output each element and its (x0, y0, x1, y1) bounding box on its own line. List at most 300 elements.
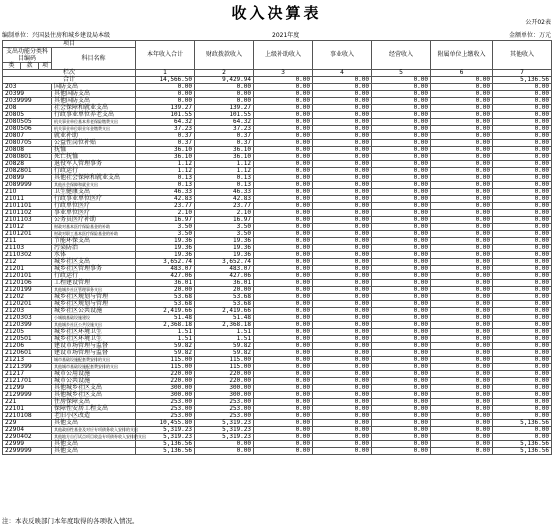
amount-cell: 0.00 (313, 266, 372, 273)
amount-cell: 0.00 (431, 343, 493, 350)
report-code: 公开02表 (525, 19, 551, 26)
amount-cell: 300.00 (136, 385, 195, 392)
amount-cell: 36.10 (195, 154, 254, 161)
subject-name: 住房保障支出 (52, 399, 136, 406)
amount-cell: 0.00 (431, 133, 493, 140)
amount-cell: 0.00 (195, 84, 254, 91)
amount-cell: 0.00 (372, 315, 431, 322)
amount-cell: 0.00 (372, 441, 431, 448)
subject-name: 其他城乡社区管理事务支出 (52, 287, 136, 294)
amount-cell: 0.00 (493, 266, 552, 273)
amount-cell: 0.00 (372, 427, 431, 434)
amount-cell: 36.10 (136, 154, 195, 161)
amount-cell: 53.68 (136, 294, 195, 301)
amount-cell: 3.50 (136, 224, 195, 231)
header-type: 类 (3, 63, 21, 70)
amount-cell: 5,136.56 (493, 448, 552, 455)
subject-code: 21012 (3, 224, 52, 231)
subject-name: 机关事业单位基本养老保险缴费支出 (52, 119, 136, 126)
amount-cell: 0.00 (493, 273, 552, 280)
amount-cell: 0.00 (493, 280, 552, 287)
amount-cell: 0.00 (493, 217, 552, 224)
amount-cell: 0.00 (493, 315, 552, 322)
report-meta (2, 30, 551, 39)
amount-cell: 1.12 (136, 168, 195, 175)
table-row (3, 350, 552, 357)
subject-code: 2080506 (3, 126, 52, 133)
amount-cell: 0.00 (493, 140, 552, 147)
total-cell: 0.00 (372, 77, 431, 84)
amount-cell: 0.00 (493, 406, 552, 413)
amount-cell: 0.00 (493, 161, 552, 168)
amount-cell: 0.00 (313, 126, 372, 133)
amount-cell: 427.06 (136, 273, 195, 280)
subject-name: 行政事业单位医疗 (52, 196, 136, 203)
subject-name: 建设市场管理与监督 (52, 343, 136, 350)
amount-cell: 0.00 (254, 273, 313, 280)
subject-code: 2101201 (3, 231, 52, 238)
subject-code: 22999 (3, 441, 52, 448)
amount-cell: 0.00 (431, 378, 493, 385)
amount-cell: 220.00 (195, 371, 254, 378)
amount-cell: 0.00 (431, 427, 493, 434)
amount-cell: 0.00 (372, 147, 431, 154)
amount-cell: 0.00 (254, 91, 313, 98)
amount-cell: 0.00 (372, 196, 431, 203)
subject-name: 其他国防支出 (52, 98, 136, 105)
amount-cell: 0.00 (313, 308, 372, 315)
amount-cell: 0.00 (313, 140, 372, 147)
amount-cell: 0.00 (493, 259, 552, 266)
amount-cell: 0.00 (493, 105, 552, 112)
amount-cell: 0.00 (254, 406, 313, 413)
amount-cell: 0.00 (431, 196, 493, 203)
amount-cell: 0.13 (195, 175, 254, 182)
amount-cell: 0.00 (313, 161, 372, 168)
amount-cell: 0.00 (493, 294, 552, 301)
amount-cell: 0.00 (313, 287, 372, 294)
amount-cell: 0.00 (313, 343, 372, 350)
amount-cell: 0.00 (493, 112, 552, 119)
subject-name: 社会保障和就业支出 (52, 105, 136, 112)
subject-code: 229 (3, 420, 52, 427)
amount-cell: 253.00 (136, 413, 195, 420)
subject-name: 抚恤 (52, 147, 136, 154)
amount-cell: 19.36 (195, 238, 254, 245)
amount-cell: 0.00 (313, 112, 372, 119)
amount-cell: 115.00 (195, 364, 254, 371)
amount-cell: 0.00 (254, 245, 313, 252)
table-row (3, 224, 552, 231)
amount-cell: 0.00 (372, 301, 431, 308)
amount-cell: 0.00 (431, 217, 493, 224)
amount-cell: 0.00 (254, 154, 313, 161)
amount-cell: 0.00 (493, 91, 552, 98)
amount-cell: 0.00 (313, 119, 372, 126)
subject-code: 21203 (3, 308, 52, 315)
amount-cell: 0.00 (313, 357, 372, 364)
amount-cell: 0.00 (254, 126, 313, 133)
subject-name: 城市公用设施 (52, 371, 136, 378)
amount-cell: 0.00 (431, 357, 493, 364)
amount-cell: 0.00 (372, 420, 431, 427)
amount-cell: 0.00 (254, 252, 313, 259)
table-row (3, 357, 552, 364)
amount-cell: 0.00 (254, 238, 313, 245)
header-col5: 经营收入 (372, 41, 431, 70)
amount-cell: 253.00 (195, 406, 254, 413)
amount-cell: 0.00 (254, 112, 313, 119)
amount-cell: 0.00 (254, 210, 313, 217)
subject-code: 21205 (3, 329, 52, 336)
amount-cell: 0.00 (372, 385, 431, 392)
amount-cell: 0.00 (493, 175, 552, 182)
amount-cell: 0.00 (254, 168, 313, 175)
table-row (3, 434, 552, 441)
amount-cell: 0.00 (254, 231, 313, 238)
amount-cell: 5,319.23 (195, 420, 254, 427)
amount-cell: 16.97 (195, 217, 254, 224)
amount-cell: 0.00 (254, 413, 313, 420)
header-xiang: 项 (39, 63, 52, 70)
amount-cell: 0.00 (254, 119, 313, 126)
amount-cell: 101.55 (195, 112, 254, 119)
amount-cell: 3.50 (195, 231, 254, 238)
amount-cell: 0.00 (254, 182, 313, 189)
subject-name: 城乡社区管理事务 (52, 266, 136, 273)
amount-cell: 53.68 (136, 301, 195, 308)
subject-code: 20807 (3, 133, 52, 140)
amount-cell: 46.33 (136, 189, 195, 196)
subject-code: 211 (3, 238, 52, 245)
amount-cell: 0.00 (431, 399, 493, 406)
subject-name: 城市基础设施配套费安排的支出 (52, 357, 136, 364)
amount-cell: 0.00 (372, 119, 431, 126)
amount-cell: 0.00 (493, 231, 552, 238)
amount-cell: 0.00 (431, 105, 493, 112)
subject-name: 其他支出 (52, 448, 136, 455)
amount-cell: 0.00 (313, 238, 372, 245)
amount-cell: 300.00 (195, 385, 254, 392)
org-name: 编制单位：兴国县住房和城乡建设局本级 (2, 32, 111, 39)
amount-cell: 0.00 (254, 357, 313, 364)
subject-code: 203 (3, 84, 52, 91)
total-cell: 0.00 (431, 77, 493, 84)
amount-cell: 59.82 (136, 343, 195, 350)
total-cell: 9,429.94 (195, 77, 254, 84)
subject-code: 2120106 (3, 280, 52, 287)
amount-cell: 0.00 (372, 175, 431, 182)
subject-code: 21213 (3, 357, 52, 364)
table-row (3, 413, 552, 420)
subject-name: 其他国防支出 (52, 91, 136, 98)
subject-code: 21103 (3, 245, 52, 252)
subject-name: 水体 (52, 252, 136, 259)
amount-cell: 0.00 (431, 413, 493, 420)
amount-cell: 0.00 (254, 140, 313, 147)
amount-cell: 0.00 (313, 406, 372, 413)
table-row (3, 140, 552, 147)
amount-cell: 10,455.80 (136, 420, 195, 427)
amount-cell: 0.00 (313, 273, 372, 280)
amount-cell: 53.68 (195, 301, 254, 308)
col-number: 5 (372, 70, 431, 77)
amount-cell: 0.00 (431, 371, 493, 378)
amount-cell: 0.00 (313, 301, 372, 308)
amount-cell: 0.00 (431, 84, 493, 91)
amount-cell: 0.00 (254, 336, 313, 343)
amount-cell: 115.00 (136, 357, 195, 364)
amount-cell: 0.00 (313, 210, 372, 217)
amount-cell: 0.00 (254, 133, 313, 140)
amount-cell: 0.00 (313, 84, 372, 91)
amount-cell: 253.00 (195, 399, 254, 406)
amount-cell: 0.00 (372, 203, 431, 210)
amount-cell: 0.00 (254, 175, 313, 182)
subject-name: 其他社会保障和就业支出 (52, 175, 136, 182)
amount-cell: 0.00 (372, 413, 431, 420)
amount-cell: 0.00 (493, 147, 552, 154)
amount-cell: 0.00 (493, 336, 552, 343)
amount-cell: 0.00 (372, 189, 431, 196)
amount-cell: 0.00 (254, 224, 313, 231)
amount-cell: 0.00 (254, 322, 313, 329)
col-number: 1 (136, 70, 195, 77)
amount-cell: 1.51 (195, 329, 254, 336)
subject-code: 2210108 (3, 413, 52, 420)
amount-cell: 2.10 (195, 210, 254, 217)
subject-name: 工程建设管理 (52, 280, 136, 287)
amount-cell: 0.00 (254, 280, 313, 287)
subject-name: 节能环保支出 (52, 238, 136, 245)
table-row (3, 126, 552, 133)
amount-cell: 0.00 (431, 231, 493, 238)
amount-cell: 0.00 (313, 224, 372, 231)
subject-code: 2120303 (3, 315, 52, 322)
subject-name: 其他社会保障和就业支出 (52, 182, 136, 189)
amount-cell: 0.00 (372, 245, 431, 252)
amount-cell: 0.00 (313, 203, 372, 210)
subject-code: 2120601 (3, 350, 52, 357)
col-number: 2 (195, 70, 254, 77)
amount-cell: 0.00 (254, 420, 313, 427)
subject-name: 财政对职工基本医疗保险基金的补助 (52, 231, 136, 238)
amount-cell: 0.00 (431, 210, 493, 217)
amount-cell: 0.00 (493, 245, 552, 252)
amount-cell: 0.00 (313, 385, 372, 392)
amount-cell: 0.00 (254, 84, 313, 91)
amount-cell: 0.00 (254, 287, 313, 294)
amount-cell: 0.00 (313, 189, 372, 196)
subject-code: 20808 (3, 147, 52, 154)
amount-cell: 0.00 (493, 343, 552, 350)
amount-cell: 0.00 (372, 266, 431, 273)
amount-cell: 5,319.23 (136, 427, 195, 434)
amount-cell: 139.27 (195, 105, 254, 112)
amount-cell: 0.00 (254, 105, 313, 112)
col-number: 7 (493, 70, 552, 77)
amount-cell: 1.12 (195, 168, 254, 175)
amount-cell: 0.00 (254, 399, 313, 406)
amount-cell: 64.32 (195, 119, 254, 126)
amount-cell: 0.00 (254, 161, 313, 168)
amount-cell: 0.00 (372, 84, 431, 91)
amount-cell: 0.00 (254, 196, 313, 203)
amount-cell: 0.00 (313, 259, 372, 266)
amount-cell: 0.00 (431, 420, 493, 427)
amount-cell: 0.00 (254, 259, 313, 266)
amount-cell: 0.00 (313, 392, 372, 399)
total-cell: 5,136.56 (493, 77, 552, 84)
amount-cell: 0.00 (431, 364, 493, 371)
subject-code: 212 (3, 259, 52, 266)
amount-cell: 0.00 (195, 441, 254, 448)
amount-cell: 36.01 (195, 280, 254, 287)
subject-code: 2120201 (3, 301, 52, 308)
amount-cell: 0.00 (372, 98, 431, 105)
amount-cell: 0.00 (493, 98, 552, 105)
subject-code: 2039999 (3, 98, 52, 105)
subject-name: 其他地方自行试点项目收益专项债券收入安排的支出 (52, 434, 136, 441)
income-table (2, 40, 552, 455)
amount-cell: 0.00 (431, 322, 493, 329)
amount-cell: 23.77 (136, 203, 195, 210)
amount-cell: 0.00 (431, 294, 493, 301)
subject-code: 2080505 (3, 119, 52, 126)
amount-cell: 2.10 (136, 210, 195, 217)
amount-cell: 2,419.66 (195, 308, 254, 315)
amount-cell: 483.07 (136, 266, 195, 273)
subject-name: 保障性安居工程支出 (52, 406, 136, 413)
amount-cell: 0.00 (313, 182, 372, 189)
amount-cell: 0.00 (431, 98, 493, 105)
amount-cell: 0.00 (493, 427, 552, 434)
amount-cell: 0.00 (372, 280, 431, 287)
subject-name: 退役军人管理事务 (52, 161, 136, 168)
amount-cell: 0.00 (372, 364, 431, 371)
table-row (3, 308, 552, 315)
amount-cell: 0.00 (195, 448, 254, 455)
amount-cell: 0.00 (313, 196, 372, 203)
amount-cell: 23.77 (195, 203, 254, 210)
amount-cell: 2,368.18 (195, 322, 254, 329)
subject-code: 2101101 (3, 203, 52, 210)
amount-cell: 220.00 (136, 371, 195, 378)
amount-cell: 36.10 (195, 147, 254, 154)
amount-cell: 0.00 (313, 336, 372, 343)
amount-cell: 36.01 (136, 280, 195, 287)
amount-cell: 0.00 (313, 413, 372, 420)
amount-cell: 0.00 (313, 350, 372, 357)
amount-cell: 2,419.66 (136, 308, 195, 315)
amount-cell: 0.00 (372, 336, 431, 343)
amount-cell: 5,136.56 (493, 420, 552, 427)
amount-cell: 0.00 (313, 147, 372, 154)
amount-cell: 46.33 (195, 189, 254, 196)
amount-cell: 0.00 (372, 252, 431, 259)
amount-cell: 0.37 (136, 140, 195, 147)
amount-cell: 0.00 (431, 434, 493, 441)
subject-name: 城乡社区公共设施 (52, 308, 136, 315)
amount-cell: 0.00 (254, 427, 313, 434)
amount-cell: 0.00 (493, 189, 552, 196)
subject-code: 2299999 (3, 448, 52, 455)
subject-code: 21202 (3, 294, 52, 301)
amount-cell: 3.50 (195, 224, 254, 231)
amount-cell: 0.00 (493, 133, 552, 140)
subject-code: 221 (3, 399, 52, 406)
subject-name: 城乡社区规划与管理 (52, 301, 136, 308)
amount-cell: 0.00 (431, 329, 493, 336)
amount-cell: 0.00 (493, 308, 552, 315)
amount-cell: 0.00 (372, 168, 431, 175)
amount-cell: 0.00 (431, 350, 493, 357)
amount-cell: 0.00 (372, 210, 431, 217)
amount-cell: 5,136.56 (136, 448, 195, 455)
amount-cell: 0.13 (195, 182, 254, 189)
amount-cell: 0.00 (313, 98, 372, 105)
amount-cell: 0.00 (313, 245, 372, 252)
amount-cell: 0.00 (313, 364, 372, 371)
amount-cell: 115.00 (195, 357, 254, 364)
amount-cell: 0.00 (431, 392, 493, 399)
amount-cell: 0.00 (313, 154, 372, 161)
amount-cell: 0.00 (431, 238, 493, 245)
subject-name: 城乡社区环境卫生 (52, 336, 136, 343)
amount-cell: 0.00 (313, 105, 372, 112)
amount-cell: 0.00 (493, 252, 552, 259)
subject-code: 2121701 (3, 378, 52, 385)
amount-cell: 0.37 (195, 140, 254, 147)
amount-cell: 0.00 (313, 399, 372, 406)
amount-cell: 0.00 (195, 91, 254, 98)
amount-cell: 19.36 (136, 238, 195, 245)
amount-cell: 0.37 (195, 133, 254, 140)
amount-cell: 0.00 (372, 231, 431, 238)
subject-name: 建设市场管理与监督 (52, 350, 136, 357)
amount-cell: 0.00 (372, 259, 431, 266)
report-year: 2021年度 (272, 32, 300, 39)
subject-code: 2101102 (3, 210, 52, 217)
amount-cell: 0.00 (313, 427, 372, 434)
subject-name: 事业单位医疗 (52, 210, 136, 217)
subject-code: 20805 (3, 112, 52, 119)
amount-unit: 金额单位：万元 (508, 32, 551, 39)
amount-cell: 5,136.56 (136, 441, 195, 448)
subject-name: 行政事业单位养老支出 (52, 112, 136, 119)
subject-name: 小城镇基础设施建设 (52, 315, 136, 322)
header-col2: 财政拨款收入 (195, 41, 254, 70)
subject-code: 2082801 (3, 168, 52, 175)
subject-name: 公益性岗位补贴 (52, 140, 136, 147)
amount-cell: 0.00 (313, 329, 372, 336)
amount-cell: 0.00 (372, 399, 431, 406)
subject-name: 城市公共设施 (52, 378, 136, 385)
footnote: 注：本表反映部门本年度取得的各项收入情况。 (2, 517, 139, 525)
subject-code: 2110302 (3, 252, 52, 259)
amount-cell: 0.00 (372, 273, 431, 280)
amount-cell: 0.00 (493, 392, 552, 399)
subject-code: 21201 (3, 266, 52, 273)
amount-cell: 0.00 (254, 147, 313, 154)
amount-cell: 0.00 (493, 371, 552, 378)
subject-name: 公务员医疗补助 (52, 217, 136, 224)
amount-cell: 3,652.74 (136, 259, 195, 266)
amount-cell: 0.00 (136, 91, 195, 98)
amount-cell: 42.83 (136, 196, 195, 203)
subject-code: 2290402 (3, 434, 52, 441)
table-body (3, 84, 552, 455)
